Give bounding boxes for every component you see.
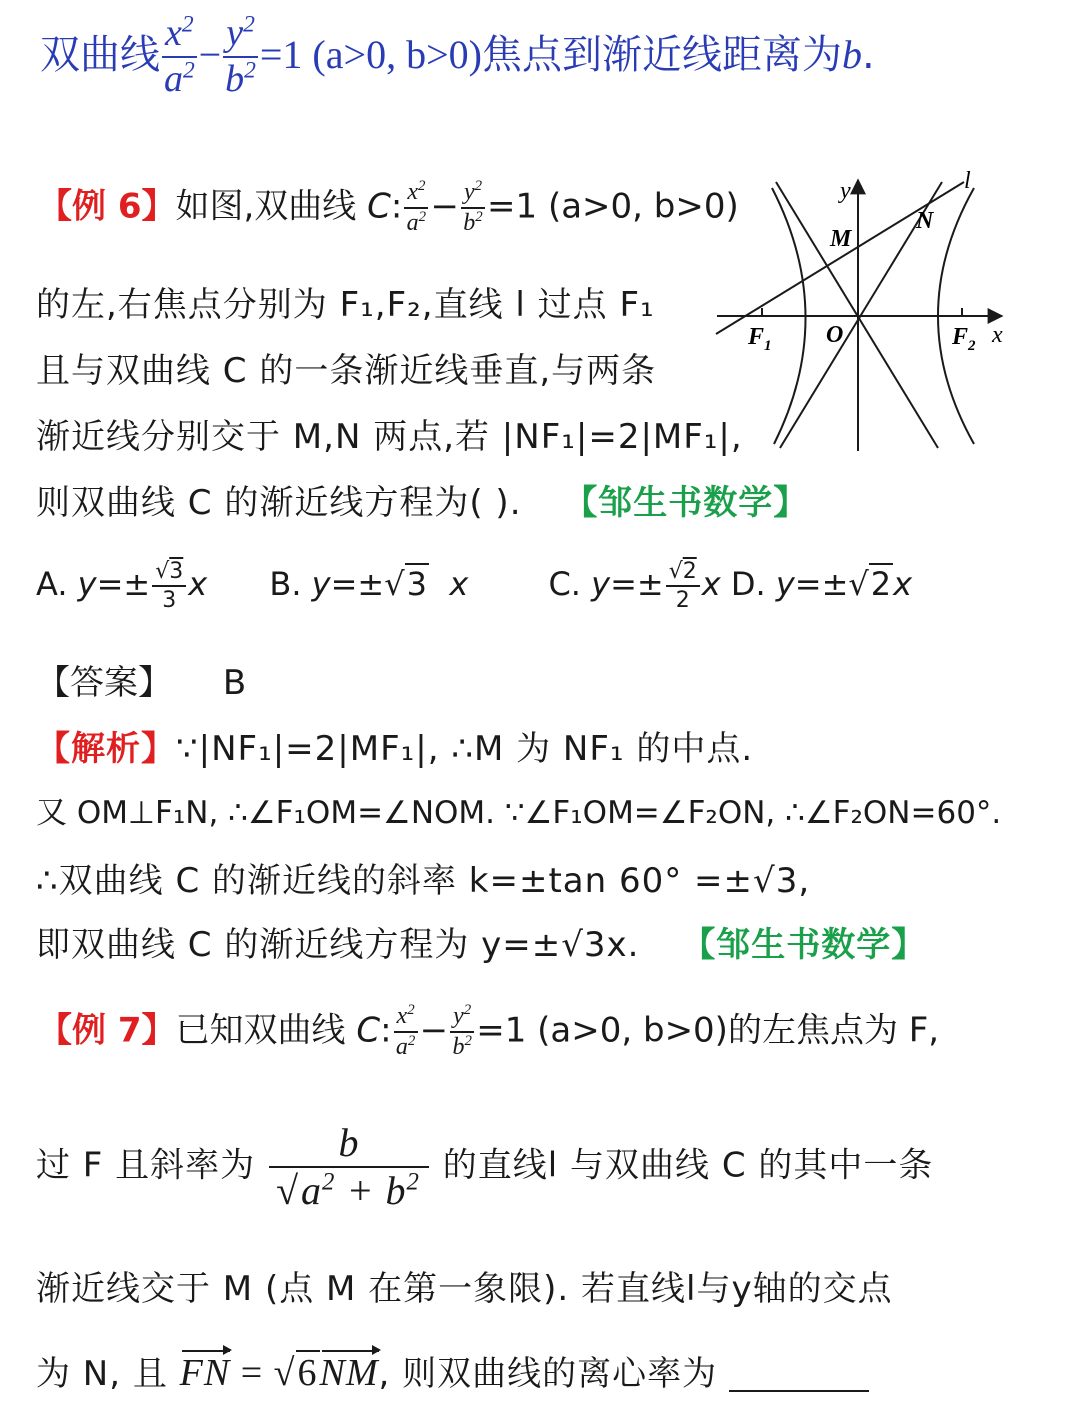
header-suffix-end: .	[861, 31, 875, 78]
header-line: 双曲线 $\frac{x^2}{a^2}$ − $\frac{y^2}{b^2}$ =1 (a>0, b>0)焦点到渐近线距离为b.	[40, 11, 875, 100]
origin-label: O	[826, 322, 844, 348]
answer-blank[interactable]	[729, 1362, 869, 1392]
header-prefix: 双曲线	[40, 31, 160, 78]
example6-curve-name: C	[367, 186, 391, 227]
example7-curve-name: C	[356, 1010, 381, 1051]
example7-line2-pre: 过 F 且斜率为	[36, 1145, 256, 1186]
option-d[interactable]: D. y=±√2x	[730, 565, 913, 604]
analysis-brand: 【邹生书数学】	[681, 925, 927, 965]
example7-condition: =1 (a>0, b>0)的左焦点为 F,	[476, 1010, 940, 1051]
header-suffix: 焦点到渐近线距离为	[481, 31, 842, 78]
example6-x-frac: $\frac{x^2}{a^2}$	[404, 180, 428, 236]
hyperbola-figure	[712, 166, 1012, 456]
example6-line1: 【例 6】如图,双曲线 C: $\frac{x^2}{a^2}$ − $\frac{y^2}{b^2}$ =1 (a>0, b>0)	[38, 178, 739, 237]
answer-value: B	[222, 663, 247, 703]
f2-label: $F_2$	[952, 324, 976, 354]
example6-brand: 【邹生书数学】	[563, 483, 809, 523]
example6-question: 则双曲线 C 的渐近线方程为( ).	[36, 483, 522, 523]
analysis-line3: ∴双曲线 C 的渐近线的斜率 k=±tan 60° =±√3,	[36, 861, 811, 901]
example6-line2: 的左,右焦点分别为 F₁,F₂,直线 l 过点 F₁	[36, 285, 655, 325]
y-axis-label: y	[840, 178, 851, 204]
option-a[interactable]: A. y=± $\frac{√3}{3}$ x	[36, 559, 208, 614]
header-suffix-var: b	[841, 31, 862, 77]
header-condition: =1 (a>0, b>0)	[259, 31, 482, 77]
example7-line2	[36, 1122, 933, 1212]
example7-line2-post: 的直线l 与双曲线 C 的其中一条	[442, 1145, 934, 1186]
example7-line3: 渐近线交于 M (点 M 在第一象限). 若直线l与y轴的交点	[36, 1269, 893, 1309]
vector-equation: FN = √6NM	[179, 1352, 379, 1394]
example7-line4-pre: 为 N, 且	[36, 1354, 168, 1394]
line-l-label: l	[964, 168, 971, 194]
line-l	[716, 182, 964, 334]
point-n-label: N	[916, 208, 934, 234]
answer-line	[36, 663, 247, 703]
analysis-line1	[36, 729, 754, 769]
x-over-a-fraction: $\frac{x^2}{a^2}$	[163, 11, 195, 100]
example6-options	[36, 560, 912, 612]
example6-tag: 【例 6】	[38, 186, 176, 227]
option-b[interactable]: B. y=±√3 x	[269, 565, 469, 604]
analysis-tag: 【解析】	[36, 729, 176, 769]
example6-intro: 如图,双曲线	[175, 186, 357, 227]
example7-tag: 【例 7】	[38, 1010, 176, 1051]
answer-tag: 【答案】	[36, 663, 172, 703]
option-c[interactable]: C. y=± $\frac{√2}{2}$ x	[548, 559, 721, 614]
example7-line1: 【例 7】已知双曲线 C: $\frac{x^2}{a^2}$ − $\frac{y^2}{b^2}$ =1 (a>0, b>0)的左焦点为 F,	[38, 1002, 940, 1061]
f1-label: $F_1$	[748, 324, 772, 354]
point-m-label: M	[830, 226, 852, 252]
y-over-b-fraction: $\frac{y^2}{b^2}$	[225, 11, 256, 100]
example6-y-frac: $\frac{y^2}{b^2}$	[461, 180, 485, 236]
analysis-text4: 即双曲线 C 的渐近线方程为 y=±√3x.	[36, 925, 640, 965]
example6-line4: 渐近线分别交于 M,N 两点,若 |NF₁|=2|MF₁|,	[36, 417, 743, 457]
x-axis-label: x	[992, 322, 1003, 348]
example7-intro: 已知双曲线	[175, 1010, 346, 1051]
example7-line4-post: , 则双曲线的离心率为	[378, 1354, 718, 1394]
example7-line4	[36, 1354, 869, 1392]
example6-line3: 且与双曲线 C 的一条渐近线垂直,与两条	[36, 351, 657, 391]
example6-condition: =1 (a>0, b>0)	[487, 186, 739, 227]
slope-fraction: $\frac{b}{√a^2 + b^2}$	[269, 1122, 429, 1212]
example7-x-frac: $\frac{x^2}{a^2}$	[394, 1004, 418, 1060]
analysis-line4	[36, 925, 927, 965]
analysis-line2: 又 OM⊥F₁N, ∴∠F₁OM=∠NOM. ∵∠F₁OM=∠F₂ON, ∴∠F₂ON=60°.	[36, 795, 1002, 831]
example6-line5	[36, 483, 809, 523]
example7-y-frac: $\frac{y^2}{b^2}$	[450, 1004, 474, 1060]
analysis-text1: ∵|NF₁|=2|MF₁|, ∴M 为 NF₁ 的中点.	[176, 729, 754, 769]
